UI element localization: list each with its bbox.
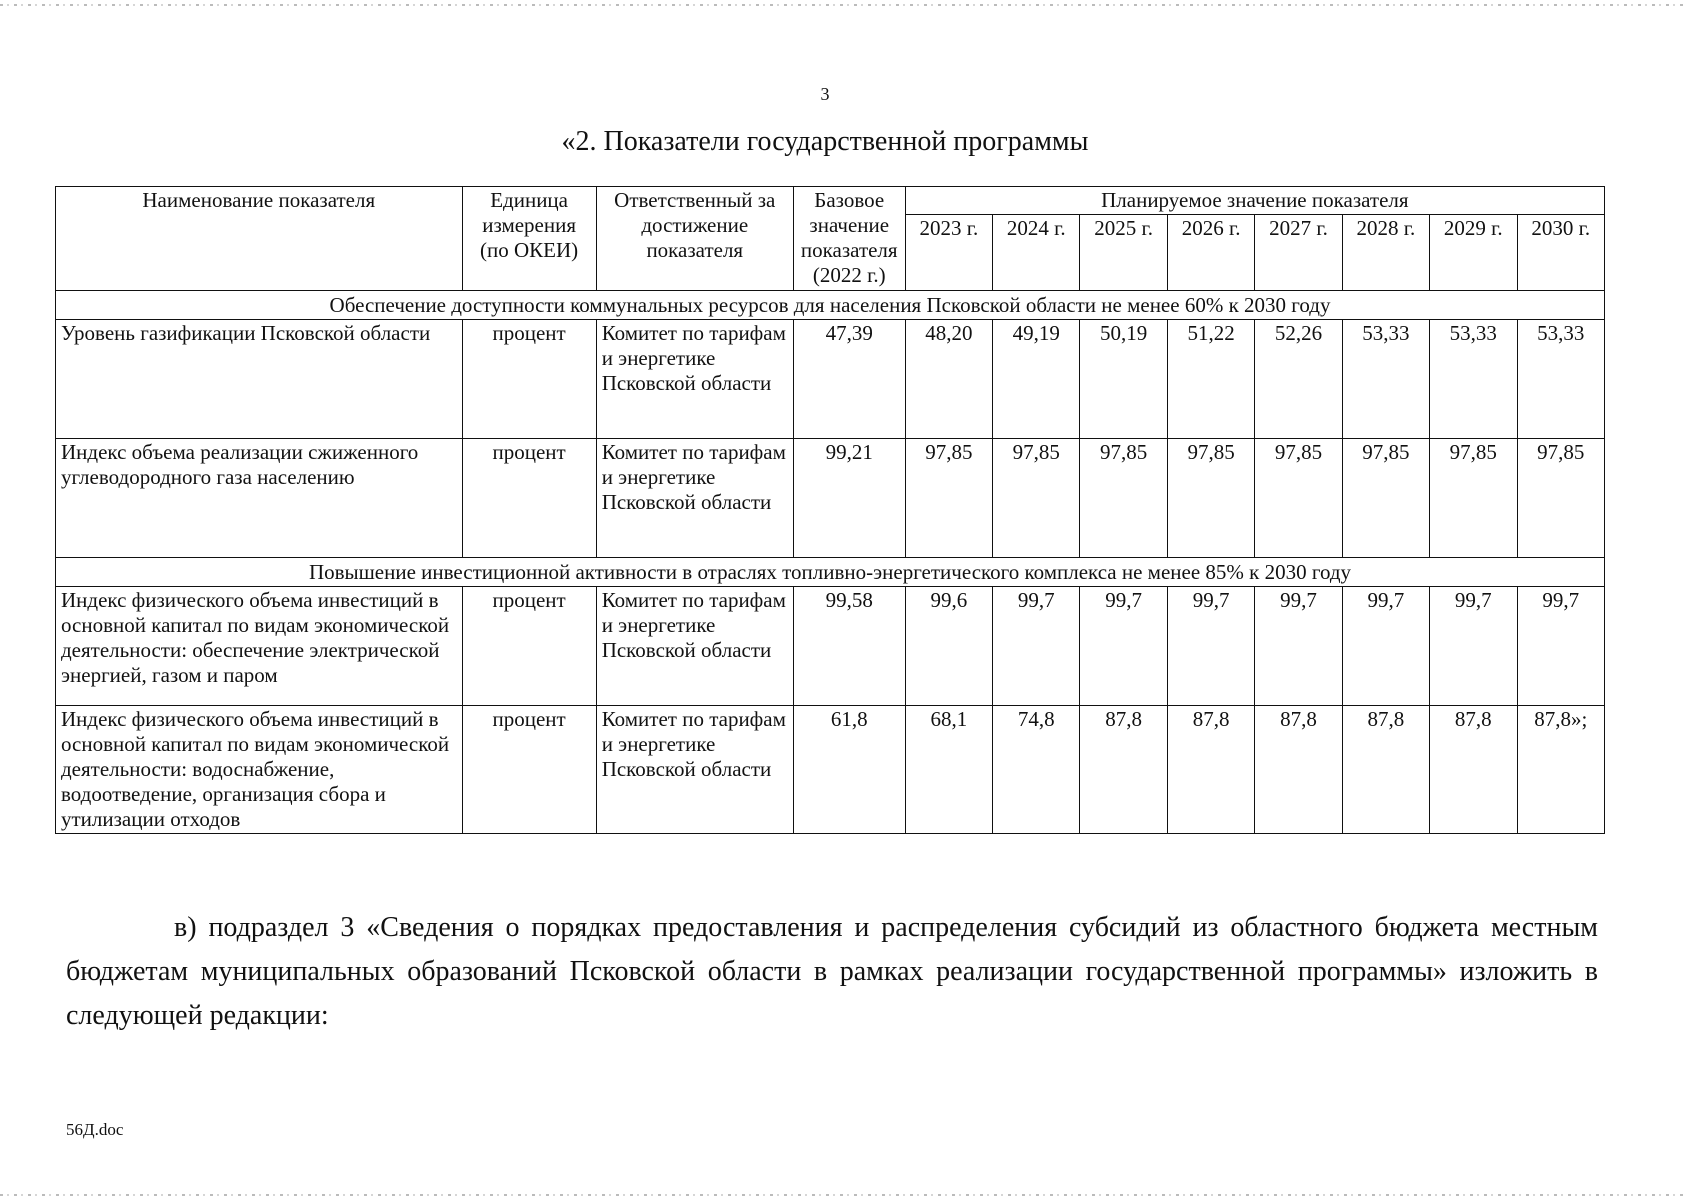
indicator-planned-value: 68,1 xyxy=(905,706,992,834)
indicator-planned-value: 99,7 xyxy=(1517,587,1605,706)
indicator-unit: процент xyxy=(462,320,596,439)
table-row xyxy=(56,587,1605,706)
indicator-planned-value: 53,33 xyxy=(1342,320,1429,439)
indicator-planned-value: 87,8»; xyxy=(1517,706,1605,834)
indicator-planned-value: 97,85 xyxy=(1167,439,1254,558)
indicator-planned-value: 99,7 xyxy=(1167,587,1254,706)
indicator-planned-value: 87,8 xyxy=(1167,706,1254,834)
indicator-responsible: Комитет по тарифам и энергетике Псковской области xyxy=(596,439,793,558)
indicator-base-value: 99,58 xyxy=(793,587,905,706)
indicator-responsible: Комитет по тарифам и энергетике Псковской области xyxy=(596,320,793,439)
indicator-base-value: 99,21 xyxy=(793,439,905,558)
indicator-planned-value: 87,8 xyxy=(1342,706,1429,834)
indicator-planned-value: 99,7 xyxy=(993,587,1080,706)
table-row xyxy=(56,439,1605,558)
indicator-base-value: 47,39 xyxy=(793,320,905,439)
indicator-planned-value: 87,8 xyxy=(1430,706,1517,834)
indicator-planned-value: 50,19 xyxy=(1080,320,1167,439)
header-responsible: Ответственный за достижение показателя xyxy=(596,187,793,291)
indicator-name: Уровень газификации Псковской области xyxy=(56,320,463,439)
indicator-unit: процент xyxy=(462,706,596,834)
indicator-name: Индекс физического объема инвестиций в основной капитал по видам экономической деятельности: водоснабжение, водоотведение, организация сбора и утилизации отходов xyxy=(56,706,463,834)
indicator-name: Индекс физического объема инвестиций в основной капитал по видам экономической деятельности: обеспечение электрической энергией, газом и паром xyxy=(56,587,463,706)
header-year: 2029 г. xyxy=(1430,215,1517,291)
indicator-planned-value: 99,7 xyxy=(1342,587,1429,706)
header-year: 2024 г. xyxy=(993,215,1080,291)
indicator-planned-value: 99,7 xyxy=(1080,587,1167,706)
indicator-unit: процент xyxy=(462,587,596,706)
section-row xyxy=(56,558,1605,587)
indicator-planned-value: 52,26 xyxy=(1255,320,1342,439)
table-row xyxy=(56,320,1605,439)
body-paragraph: в) подраздел 3 «Сведения о порядках предоставления и распределения субсидий из областного бюджета местным бюджетам муниципальных образований Псковской области в рамках реализации государственной программы» изложить в следующей редакции: xyxy=(66,912,1598,1031)
header-year: 2026 г. xyxy=(1167,215,1254,291)
header-unit: Единица измерения (по ОКЕИ) xyxy=(462,187,596,291)
scan-edge-top xyxy=(0,4,1686,6)
indicator-planned-value: 99,7 xyxy=(1430,587,1517,706)
section-title: Обеспечение доступности коммунальных ресурсов для населения Псковской области не менее 60% к 2030 году xyxy=(56,291,1605,320)
section-title: Повышение инвестиционной активности в отраслях топливно-энергетического комплекса не менее 85% к 2030 году xyxy=(56,558,1605,587)
indicator-name: Индекс объема реализации сжиженного углеводородного газа населению xyxy=(56,439,463,558)
indicator-base-value: 61,8 xyxy=(793,706,905,834)
header-name: Наименование показателя xyxy=(56,187,463,291)
indicators-table xyxy=(55,186,1605,834)
indicator-planned-value: 53,33 xyxy=(1517,320,1605,439)
indicator-planned-value: 97,85 xyxy=(993,439,1080,558)
header-year: 2027 г. xyxy=(1255,215,1342,291)
indicator-planned-value: 97,85 xyxy=(1430,439,1517,558)
indicator-planned-value: 99,7 xyxy=(1255,587,1342,706)
scan-edge-bottom xyxy=(0,1194,1686,1196)
indicator-planned-value: 97,85 xyxy=(905,439,992,558)
indicator-planned-value: 51,22 xyxy=(1167,320,1254,439)
indicator-responsible: Комитет по тарифам и энергетике Псковской области xyxy=(596,587,793,706)
header-year: 2023 г. xyxy=(905,215,992,291)
indicator-planned-value: 97,85 xyxy=(1342,439,1429,558)
footer-file-name: 56Д.doc xyxy=(66,1120,124,1139)
indicator-planned-value: 87,8 xyxy=(1080,706,1167,834)
header-year: 2025 г. xyxy=(1080,215,1167,291)
indicator-planned-value: 53,33 xyxy=(1430,320,1517,439)
indicator-planned-value: 97,85 xyxy=(1080,439,1167,558)
section-row xyxy=(56,291,1605,320)
header-planned: Планируемое значение показателя xyxy=(905,187,1604,215)
header-year: 2028 г. xyxy=(1342,215,1429,291)
indicator-responsible: Комитет по тарифам и энергетике Псковской области xyxy=(596,706,793,834)
indicator-planned-value: 74,8 xyxy=(993,706,1080,834)
page-title: «2. Показатели государственной программы xyxy=(561,126,1089,157)
header-year: 2030 г. xyxy=(1517,215,1605,291)
table-row xyxy=(56,706,1605,834)
indicator-planned-value: 99,6 xyxy=(905,587,992,706)
indicator-planned-value: 97,85 xyxy=(1255,439,1342,558)
header-base: Базовое значение показателя (2022 г.) xyxy=(793,187,905,291)
table-header-row xyxy=(56,187,1605,215)
indicator-planned-value: 87,8 xyxy=(1255,706,1342,834)
page-number: 3 xyxy=(820,84,830,104)
indicator-planned-value: 49,19 xyxy=(993,320,1080,439)
indicator-planned-value: 48,20 xyxy=(905,320,992,439)
indicator-planned-value: 97,85 xyxy=(1517,439,1605,558)
indicator-unit: процент xyxy=(462,439,596,558)
